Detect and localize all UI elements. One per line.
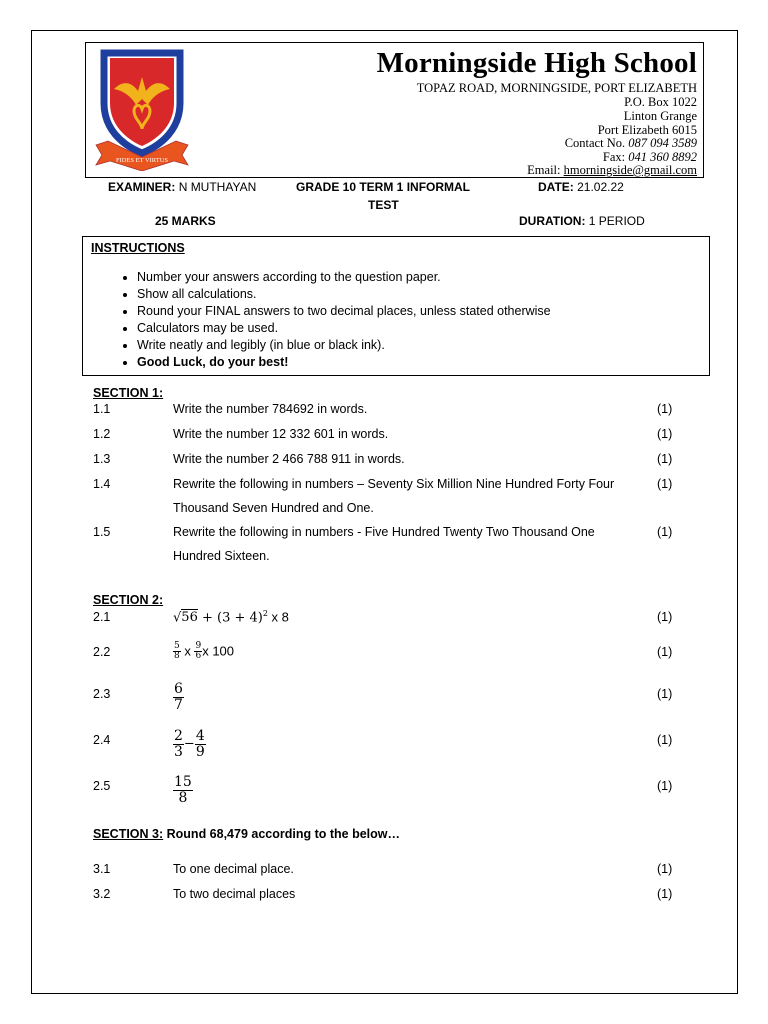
question-mark: (1) [657,452,673,466]
test-title: GRADE 10 TERM 1 INFORMAL [296,180,471,194]
question-number: 1.5 [93,525,111,539]
instruction-item: • Number your answers according to the question paper. [137,269,551,286]
school-po-box: P.O. Box 1022 [624,95,697,109]
instruction-item: • Write neatly and legibly (in blue or black ink). [137,337,551,354]
question-mark: (1) [657,687,673,701]
question-mark: (1) [657,427,673,441]
letterhead [85,42,704,178]
question-number: 1.1 [93,402,111,416]
date-value: 21.02.22 [577,180,624,194]
question-number: 3.2 [93,887,111,901]
fax-value: 041 360 8892 [628,150,697,164]
section-1-heading: SECTION 1: [93,386,164,400]
instructions-title: INSTRUCTIONS [91,241,185,255]
math-expression: $\frac{5}{8}$ x $\frac{9}{6}$ x 100 [174,641,235,662]
math-expression: $√56 + (3 + 4)^2$ x 8 [173,609,289,626]
question-mark: (1) [657,862,673,876]
school-name: Morningside High School [376,47,697,79]
instructions-box [82,236,710,376]
question-mark: (1) [657,525,673,539]
test-title-2: TEST [368,198,399,212]
instruction-item: • Show all calculations. [137,286,551,303]
question-number: 2.5 [93,779,111,793]
email-link[interactable]: hmorningside@gmail.com [563,163,697,177]
question-mark: (1) [657,733,673,747]
question-number: 1.4 [93,477,111,491]
section-2-heading: SECTION 2: [93,593,164,607]
question-text: To two decimal places [173,887,296,901]
duration-label: DURATION: [519,214,586,228]
math-expression: $\frac{6}{7}$ [174,681,183,713]
question-mark: (1) [657,610,673,624]
question-text: Write the number 784692 in words. [173,402,368,416]
contact-label: Contact No. [564,136,626,150]
school-area: Linton Grange [623,109,697,123]
section-3-heading: SECTION 3: Round 68,479 according to the below… [93,827,400,841]
question-text: To one decimal place. [173,862,294,876]
instructions-list [83,269,551,371]
question-number: 1.3 [93,452,111,466]
question-mark: (1) [657,887,673,901]
question-number: 1.2 [93,427,111,441]
school-city: Port Elizabeth 6015 [597,123,697,137]
duration-line [519,214,645,228]
question-text: Rewrite the following in numbers - Five Hundred Twenty Two Thousand One Hundred Sixteen. [173,525,595,563]
question-number: 2.2 [93,645,111,659]
examiner-label: EXAMINER: [108,180,176,194]
math-expression: $\frac{2}{3}$ − $\frac{4}{9}$ [174,728,205,760]
question-mark: (1) [657,402,673,416]
duration-value: 1 PERIOD [588,214,645,228]
instruction-item: • Good Luck, do your best! [137,354,551,371]
crest-motto: FIDES ET VIRTUS [115,157,169,164]
question-text: Rewrite the following in numbers – Seventy Six Million Nine Hundred Forty Four Thousand Seven Hundred and One. [173,477,615,515]
fax-label: Fax: [602,150,626,164]
total-marks: 25 MARKS [155,214,216,228]
instruction-item: • Calculators may be used. [137,320,551,337]
question-number: 2.1 [93,610,111,624]
examiner-line [108,180,256,194]
instruction-item: • Round your FINAL answers to two decimal places, unless stated otherwise [137,303,551,320]
school-crest-logo [94,49,190,171]
question-number: 2.3 [93,687,111,701]
school-contact [565,136,697,151]
question-number: 3.1 [93,862,111,876]
examiner-value: N MUTHAYAN [178,180,257,194]
school-address: TOPAZ ROAD, MORNINGSIDE, PORT ELIZABETH [416,81,697,95]
math-expression: $\frac{15}{8}$ [174,774,192,806]
question-mark: (1) [657,477,673,491]
date-label: DATE: [538,180,574,194]
question-text: Write the number 2 466 788 911 in words. [173,452,405,466]
school-email [527,163,697,178]
email-label: Email: [527,163,561,177]
question-mark: (1) [657,645,673,659]
question-text: Write the number 12 332 601 in words. [173,427,389,441]
contact-value: 087 094 3589 [628,136,697,150]
question-number: 2.4 [93,733,111,747]
question-mark: (1) [657,779,673,793]
date-line [538,180,624,194]
